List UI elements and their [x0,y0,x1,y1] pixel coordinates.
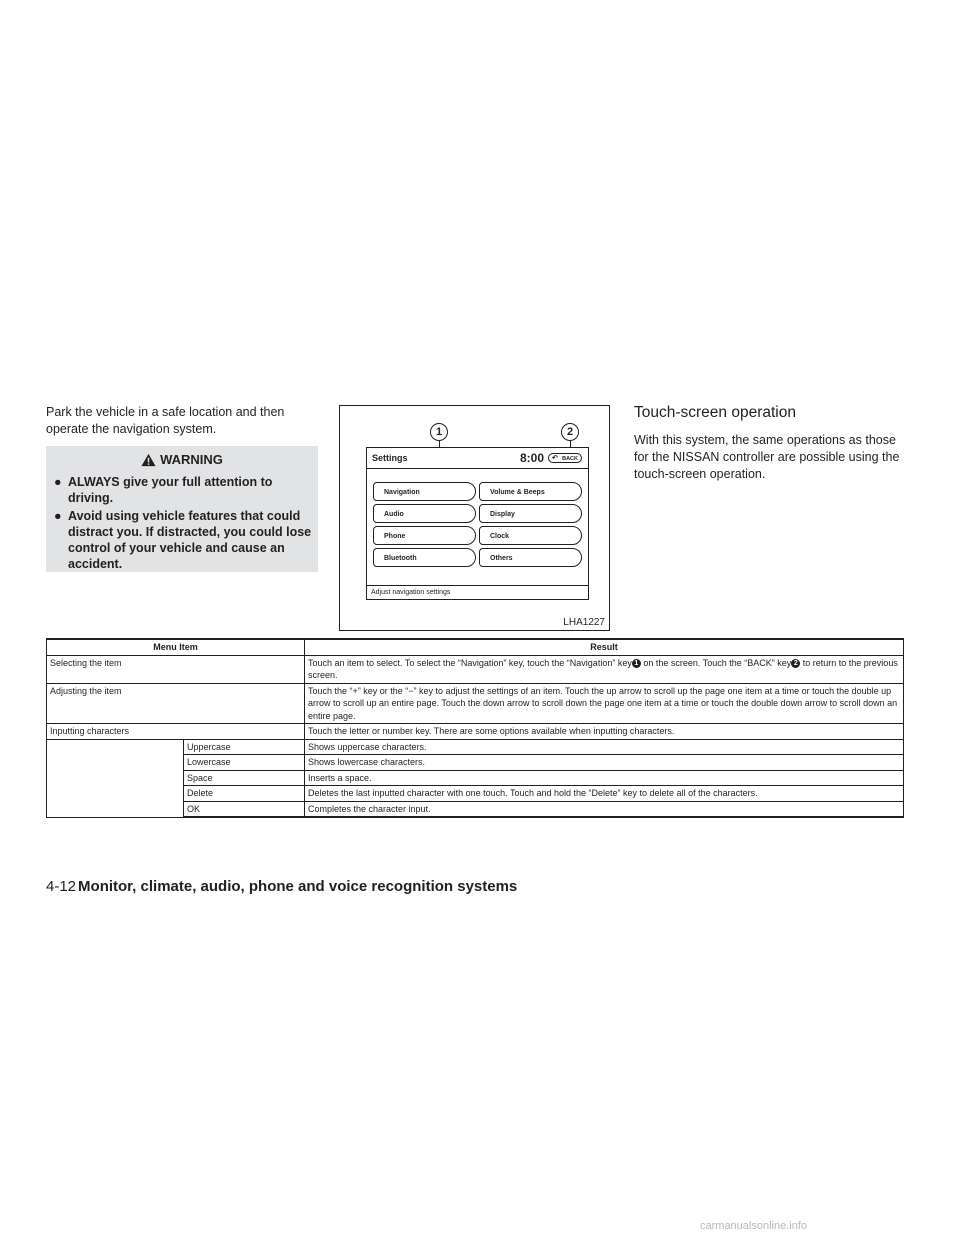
clock-button[interactable]: Clock [479,526,582,545]
bullet-icon: ● [54,509,62,523]
back-button[interactable]: ↶ BACK [548,453,582,463]
header-menu-item: Menu Item [47,639,305,655]
screen-status-bar: Adjust navigation settings [367,585,588,600]
warning-heading [46,452,318,467]
intro-paragraph: Park the vehicle in a safe location and then operate the navigation system. [46,405,285,436]
result-cell: Shows lowercase characters. [305,755,904,771]
volume-beeps-button[interactable]: Volume & Beeps [479,482,582,501]
section-title: Touch-screen operation [634,404,796,421]
divider [367,468,588,469]
result-cell: Completes the character input. [305,801,904,817]
table-row [47,655,904,683]
phone-button[interactable]: Phone [373,526,476,545]
callout-2: 2 [561,423,579,441]
result-cell: Touch the “+” key or the “−” key to adjust the settings of an item. Touch the up arrow to scroll up the page one item at a time or touch the double up arrow to scroll up an entire page. Touch the down arrow to scroll down the page one item at a time or touch the double down arrow to scroll down an entire page. [305,683,904,724]
audio-button[interactable]: Audio [373,504,476,523]
settings-screen [366,447,589,600]
page-footer [46,878,517,895]
footer-section-title: Monitor, climate, audio, phone and voice recognition systems [78,878,518,895]
menu-item-cell: Inputting characters [47,724,305,740]
result-cell: Deletes the last inputted character with one touch. Touch and hold the “Delete” key to delete all of the characters. [305,786,904,802]
menu-table [46,638,904,818]
watermark: carmanualsonline.info [700,1220,808,1232]
warning-box [46,446,318,572]
result-cell: Inserts a space. [305,770,904,786]
result-cell: Touch an item to select. To select the “Navigation” key, touch the “Navigation” key 1 on the screen. Touch the “BACK” key 2 to return to the previous screen. [305,655,904,683]
table-header-row [47,639,904,655]
sub-item-cell: Space [184,770,305,786]
table-row [47,739,904,755]
settings-screen-figure [339,405,610,631]
sub-item-cell: Uppercase [184,739,305,755]
screen-title: Settings [372,453,408,463]
sub-item-cell: OK [184,801,305,817]
others-button[interactable]: Others [479,548,582,567]
bullet-icon: ● [54,475,62,489]
result-cell: Shows uppercase characters. [305,739,904,755]
warning-heading-text: WARNING [160,452,223,467]
callout-1-icon: 1 [632,659,641,668]
page-number: 4-12 [46,878,77,895]
table-row [47,724,904,740]
header-result: Result [305,639,904,655]
figure-code: LHA1227 [563,617,605,628]
display-button[interactable]: Display [479,504,582,523]
blank-cell [47,739,184,817]
sub-item-cell: Lowercase [184,755,305,771]
bluetooth-button[interactable]: Bluetooth [373,548,476,567]
result-cell: Touch the letter or number key. There are some options available when inputting characters. [305,724,904,740]
warning-item: ● Avoid using vehicle features that could distract you. If distracted, you could lose control of your vehicle and cause an accident. [54,509,312,571]
menu-item-cell: Adjusting the item [47,683,305,724]
table-row [47,683,904,724]
section-body: With this system, the same operations as those for the NISSAN controller are possible using the touch-screen operation. [634,433,900,481]
screen-clock: 8:00 [520,451,545,465]
warning-triangle-icon [141,453,156,467]
callout-1: 1 [430,423,448,441]
menu-item-cell: Selecting the item [47,655,305,683]
back-arrow-icon: ↶ [552,455,558,462]
callout-2-icon: 2 [791,659,800,668]
navigation-button[interactable]: Navigation [373,482,476,501]
warning-item: ● ALWAYS give your full attention to driving. [54,475,273,505]
sub-item-cell: Delete [184,786,305,802]
